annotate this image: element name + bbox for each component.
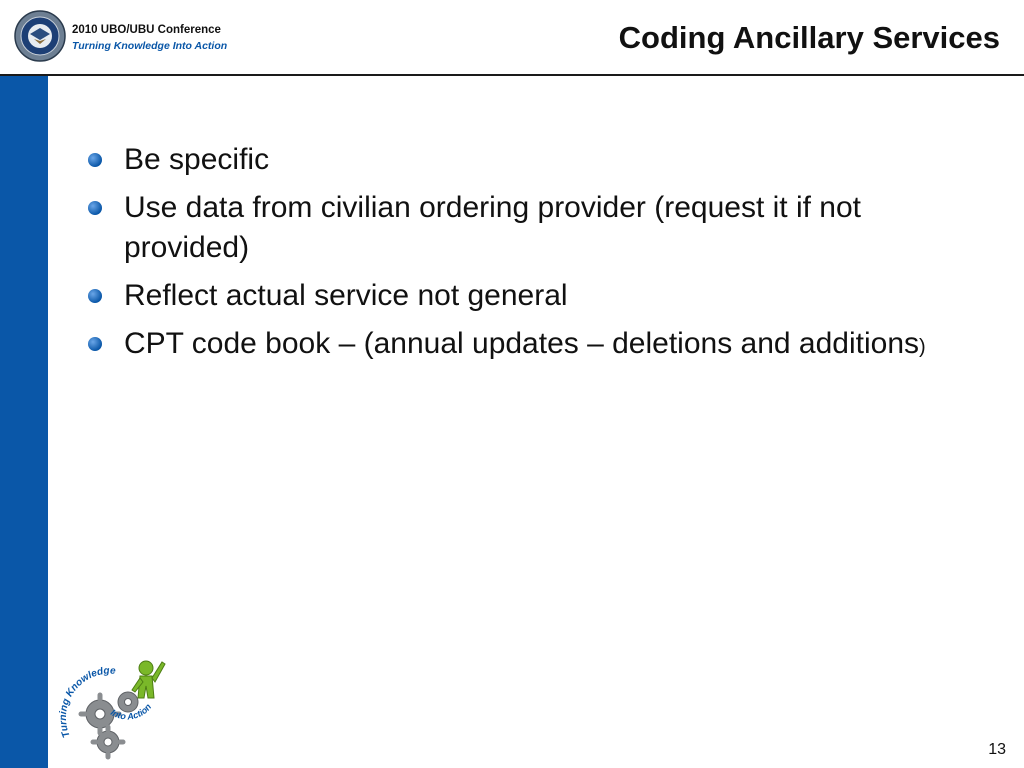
conference-tagline: Turning Knowledge Into Action: [72, 40, 228, 52]
slide-title: Coding Ancillary Services: [618, 20, 1000, 55]
bullet-dot-icon: [88, 201, 102, 215]
bullet-text: Reflect actual service not general: [124, 279, 568, 312]
bullet-dot-icon: [88, 289, 102, 303]
bullet-dot-icon: [88, 153, 102, 167]
logo-text-line1: Turning Knowledge: [57, 665, 116, 739]
bullet-text: Use data from civilian ordering provider (request it if not provided: [124, 191, 861, 264]
bullet-item: [88, 188, 988, 268]
bullet-trailing-paren: ): [239, 231, 250, 264]
bullet-list: [88, 140, 988, 375]
header-divider: [0, 74, 1024, 76]
bullet-item: [88, 324, 988, 367]
page-number: 13: [988, 741, 1006, 758]
slide-header: [0, 0, 1024, 76]
bullet-item: [88, 140, 988, 180]
gears-figure-logo: [56, 650, 174, 762]
conference-name: 2010 UBO/UBU Conference: [72, 24, 221, 36]
bullet-text: CPT code book – (annual updates – deletions and additions: [124, 327, 920, 360]
side-accent-bar: [0, 0, 48, 768]
bullet-item: [88, 276, 988, 316]
bullet-trailing-paren: ): [919, 336, 926, 358]
bullet-text: Be specific: [124, 143, 270, 176]
department-seal-icon: [14, 10, 66, 62]
logo-text-line2: Into Action: [108, 701, 154, 722]
bullet-dot-icon: [88, 337, 102, 351]
